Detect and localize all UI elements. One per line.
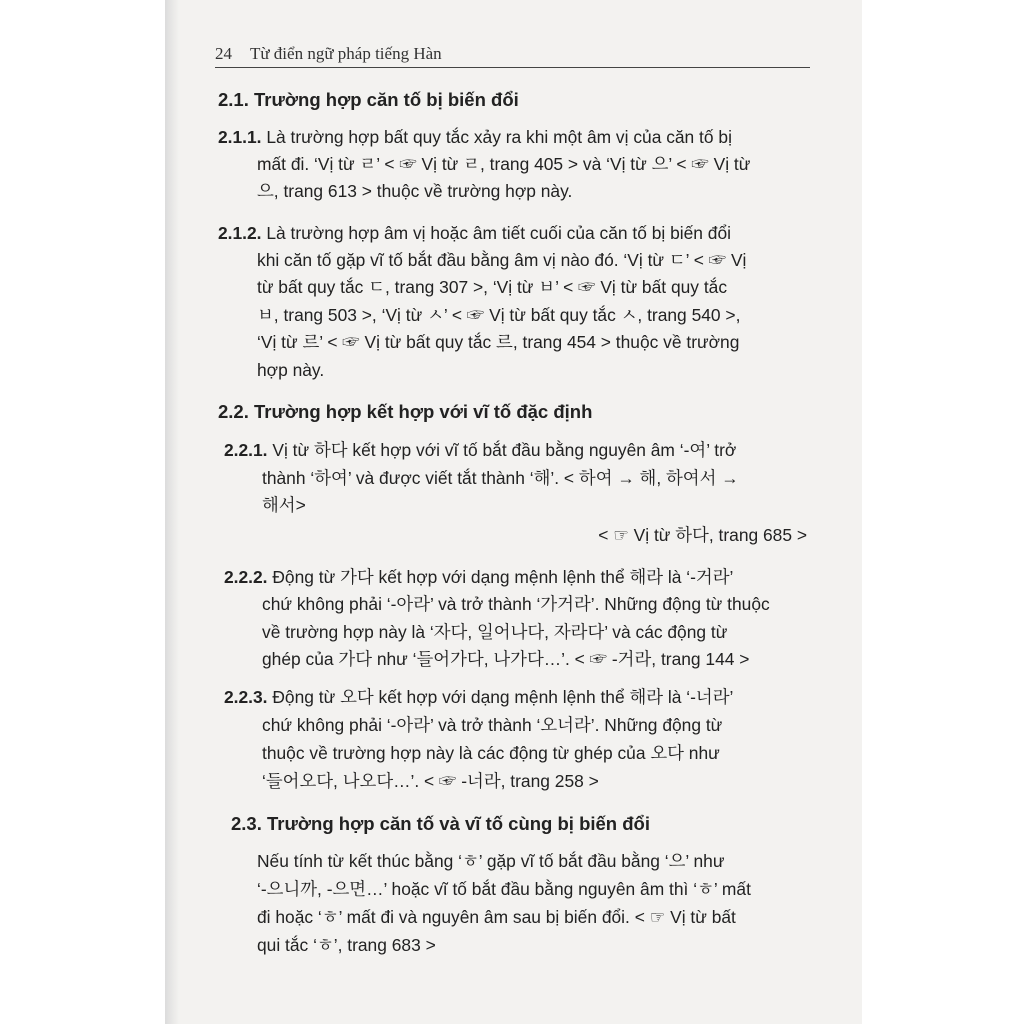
para-2-1-2-line-4: ㅂ, trang 503 >, ‘Vị từ ㅅ’ < ☞ Vị từ bất quy tắc ㅅ, trang 540 >,: [257, 305, 741, 325]
para-2-2-3-line-1: [224, 684, 733, 711]
para-2-1-2-line-1: [218, 220, 731, 247]
book-title: Từ điển ngữ pháp tiếng Hàn: [249, 44, 442, 63]
para-2-2-3-line-4: ‘들어오다, 나오다…’. < ☞ -너라, trang 258 >: [262, 771, 599, 791]
para-number: 2.2.1.: [224, 440, 268, 460]
para-2-2-3-line-3: thuộc về trường hợp này là các động từ ghép của 오다 như: [262, 743, 720, 763]
para-number: 2.2.3.: [224, 687, 268, 707]
para-2-2-1-line-1: [224, 437, 736, 464]
header-rule: [215, 67, 810, 68]
para-text: Là trường hợp bất quy tắc xảy ra khi một âm vị của căn tố bị: [266, 127, 732, 147]
para-text: Động từ 가다 kết hợp với dạng mệnh lệnh thể 해라 là ‘-거라’: [272, 567, 734, 587]
heading-2-1: 2.1. Trường hợp căn tố bị biến đổi: [218, 89, 519, 110]
para-2-3-line-3: đi hoặc ‘ㅎ’ mất đi và nguyên âm sau bị biến đổi. < ☞ Vị từ bất: [257, 907, 736, 927]
para-text: Vị từ 하다 kết hợp với vĩ tố bắt đầu bằng nguyên âm ‘-여’ trở: [272, 440, 737, 460]
para-2-3-line-1: Nếu tính từ kết thúc bằng ‘ㅎ’ gặp vĩ tố bắt đầu bằng ‘으’ như: [257, 851, 725, 871]
para-2-1-2-line-5: ‘Vị từ 르’ < ☞ Vị từ bất quy tắc 르, trang 454 > thuộc về trường: [257, 332, 740, 352]
para-2-2-3-line-2: chứ không phải ‘-아라’ và trở thành ‘오너라’. Những động từ: [262, 715, 723, 735]
para-number: 2.2.2.: [224, 567, 268, 587]
para-2-2-1-line-2: thành ‘하여’ và được viết tắt thành ‘해’. < 하여 → 해, 하여서 →: [262, 468, 739, 488]
para-2-2-1-reference: < ☞ Vị từ 하다, trang 685 >: [598, 525, 807, 545]
para-text: Là trường hợp âm vị hoặc âm tiết cuối của căn tố bị biến đổi: [266, 223, 731, 243]
running-header: [215, 44, 442, 64]
book-page: [165, 0, 862, 1024]
para-2-1-2-line-2: khi căn tố gặp vĩ tố bắt đầu bằng âm vị nào đó. ‘Vị từ ㄷ’ < ☞ Vị: [257, 250, 747, 270]
heading-2-2: 2.2. Trường hợp kết hợp với vĩ tố đặc định: [218, 401, 593, 422]
para-2-2-1-line-3: 해서>: [262, 495, 306, 515]
page-gutter-shadow: [165, 0, 179, 1024]
para-2-1-1-line-2: mất đi. ‘Vị từ ㄹ’ < ☞ Vị từ ㄹ, trang 405 > và ‘Vị từ 으’ < ☞ Vị từ: [257, 154, 751, 174]
para-number: 2.1.1.: [218, 127, 262, 147]
para-2-3-line-2: ‘-으니까, -으면…’ hoặc vĩ tố bắt đầu bằng nguyên âm thì ‘ㅎ’ mất: [257, 879, 751, 899]
para-number: 2.1.2.: [218, 223, 262, 243]
para-2-1-1-line-1: [218, 124, 732, 151]
para-2-2-2-line-2: chứ không phải ‘-아라’ và trở thành ‘가거라’. Những động từ thuộc: [262, 594, 770, 614]
page-number: 24: [215, 44, 232, 63]
para-2-1-2-line-3: từ bất quy tắc ㄷ, trang 307 >, ‘Vị từ ㅂ’ < ☞ Vị từ bất quy tắc: [257, 277, 728, 297]
para-2-2-2-line-3: về trường hợp này là ‘자다, 일어나다, 자라다’ và các động từ: [262, 622, 728, 642]
para-2-2-2-line-4: ghép của 가다 như ‘들어가다, 나가다…’. < ☞ -거라, trang 144 >: [262, 649, 750, 669]
para-2-2-2-line-1: [224, 564, 733, 591]
para-2-1-2-line-6: hợp này.: [257, 360, 325, 380]
para-text: Động từ 오다 kết hợp với dạng mệnh lệnh thể 해라 là ‘-너라’: [272, 687, 734, 707]
heading-2-3: 2.3. Trường hợp căn tố và vĩ tố cùng bị biến đổi: [231, 813, 650, 834]
para-2-3-line-4: qui tắc ‘ㅎ’, trang 683 >: [257, 935, 436, 955]
para-2-1-1-line-3: 으, trang 613 > thuộc về trường hợp này.: [257, 181, 573, 201]
